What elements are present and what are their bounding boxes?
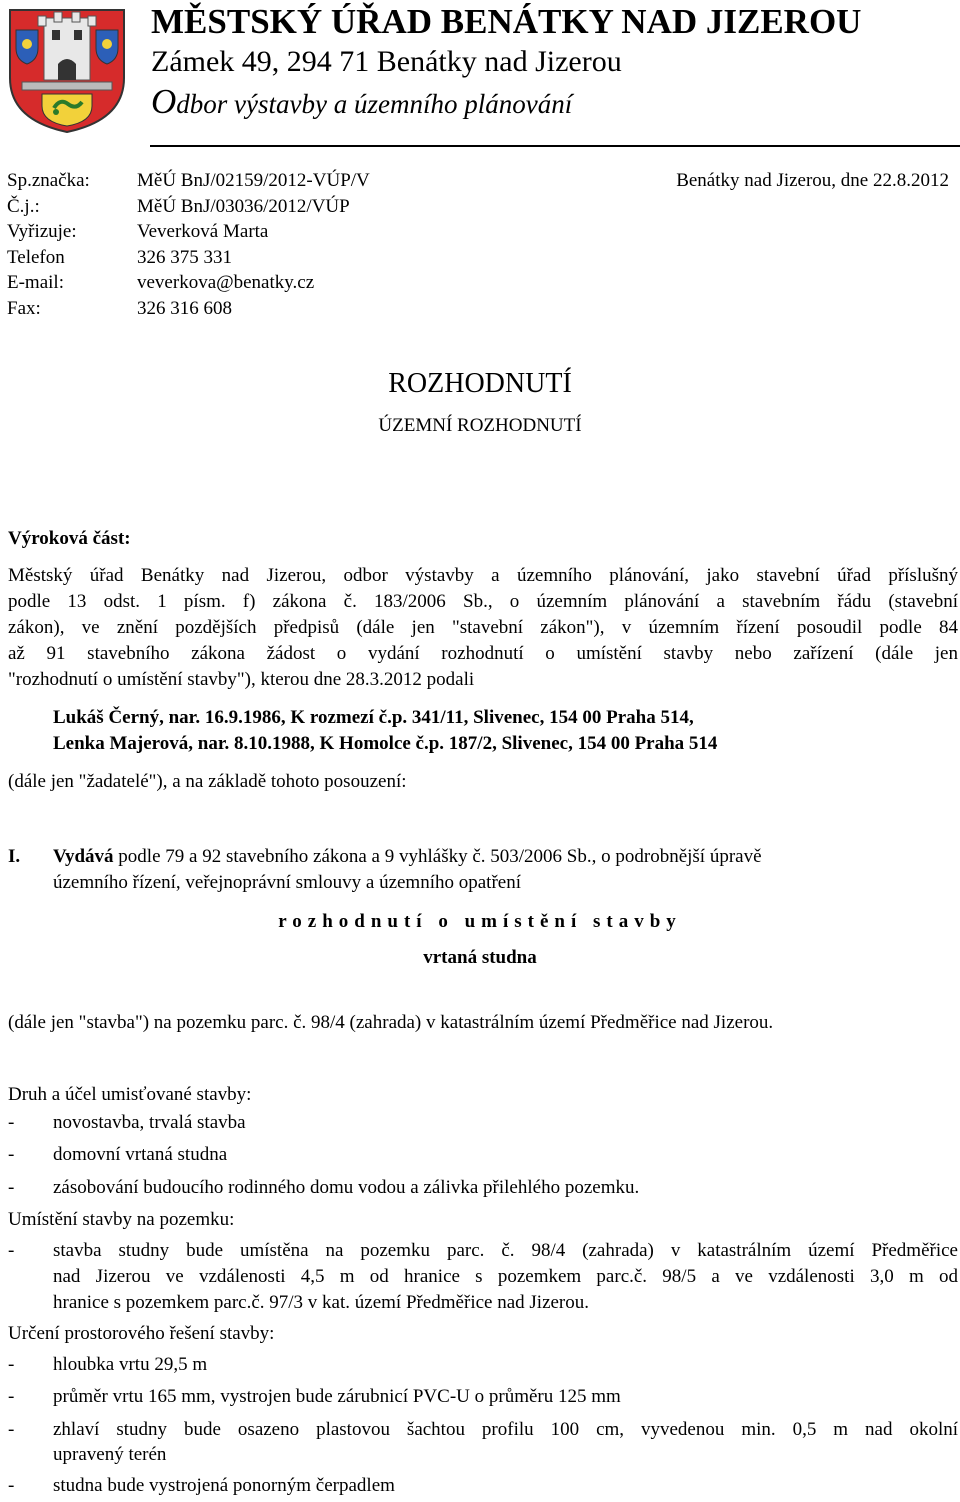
placement-line: stavba studny bude umístěna na pozemku parc. č. 98/4 (zahrada) v katastrálním území Předměřice bbox=[53, 1240, 958, 1261]
document-subtitle: ÚZEMNÍ ROZHODNUTÍ bbox=[378, 415, 582, 436]
issues-keyword: Vydává bbox=[53, 846, 114, 867]
list-dash: - bbox=[8, 1112, 15, 1133]
office-name: MĚSTSKÝ ÚŘAD BENÁTKY NAD JIZEROU bbox=[151, 2, 862, 41]
list-dash: - bbox=[8, 1419, 15, 1440]
decision-title: rozhodnutí o umístění stavby bbox=[278, 911, 682, 932]
meta-row bbox=[7, 296, 370, 322]
meta-row bbox=[7, 219, 370, 245]
meta-value: MěÚ BnJ/02159/2012-VÚP/V bbox=[137, 170, 370, 191]
meta-row bbox=[7, 194, 370, 220]
spatial-heading: Určení prostorového řešení stavby: bbox=[8, 1323, 275, 1344]
list-item: hloubka vrtu 29,5 m bbox=[53, 1354, 208, 1375]
list-dash: - bbox=[8, 1240, 15, 1261]
meta-value: veverkova@benatky.cz bbox=[137, 272, 315, 294]
placement-line: hranice s pozemkem parc.č. 97/3 v kat. území Předměřice nad Jizerou. bbox=[53, 1292, 590, 1313]
document-date: Benátky nad Jizerou, dne 22.8.2012 bbox=[676, 170, 949, 191]
reference-block bbox=[7, 168, 370, 322]
header-divider bbox=[150, 145, 960, 147]
list-dash: - bbox=[8, 1144, 15, 1165]
intro-line: až 91 stavebního zákona žádost o vydání rozhodnutí o umístění stavby nebo zařízení (dále jen bbox=[8, 643, 958, 664]
decision-subject: vrtaná studna bbox=[423, 947, 537, 968]
intro-line: Městský úřad Benátky nad Jizerou, odbor výstavby a územního plánování, jako stavební úřad příslušný bbox=[8, 565, 958, 586]
intro-line: "rozhodnutí o umístění stavby"), kterou dne 28.3.2012 podali bbox=[8, 669, 475, 690]
list-dash: - bbox=[8, 1475, 15, 1496]
list-dash: - bbox=[8, 1177, 15, 1198]
applicants-note: (dále jen "žadatelé"), a na základě tohoto posouzení: bbox=[8, 771, 407, 792]
placement-heading: Umístění stavby na pozemku: bbox=[8, 1209, 235, 1230]
meta-value: Veverková Marta bbox=[137, 221, 269, 243]
spatial-list bbox=[8, 1354, 958, 1499]
coat-of-arms-logo bbox=[8, 8, 126, 134]
department-initial: O bbox=[151, 82, 177, 121]
department-name bbox=[151, 84, 572, 122]
placement-list bbox=[8, 1240, 958, 1320]
intro-line: zákon), ve znění pozdějších předpisů (dále jen "stavební zákon"), v územním řízení posoudil podle 84 bbox=[8, 617, 958, 638]
meta-label: Fax: bbox=[7, 297, 41, 319]
meta-row bbox=[7, 245, 370, 271]
section-number: I. bbox=[8, 846, 21, 867]
section-issues bbox=[53, 846, 762, 868]
list-item: domovní vrtaná studna bbox=[53, 1144, 228, 1165]
meta-label: Č.j.: bbox=[7, 195, 40, 217]
applicant: Lenka Majerová, nar. 8.10.1988, K Homolce č.p. 187/2, Slivenec, 154 00 Praha 514 bbox=[53, 733, 718, 754]
list-item: novostavba, trvalá stavba bbox=[53, 1112, 246, 1133]
list-dash: - bbox=[8, 1386, 15, 1407]
meta-row bbox=[7, 270, 370, 296]
meta-value: 326 316 608 bbox=[137, 297, 232, 319]
meta-label: E-mail: bbox=[7, 272, 64, 294]
verdict-heading: Výroková část: bbox=[8, 528, 131, 549]
type-heading: Druh a účel umisťované stavby: bbox=[8, 1084, 252, 1105]
meta-value: 326 375 331 bbox=[137, 246, 232, 268]
list-item: studna bude vystrojená ponorným čerpadlem bbox=[53, 1475, 395, 1496]
list-item: průměr vrtu 165 mm, vystrojen bude zárubnicí PVC-U o průměru 125 mm bbox=[53, 1386, 621, 1407]
office-address: Zámek 49, 294 71 Benátky nad Jizerou bbox=[151, 45, 622, 78]
decision-location: (dále jen "stavba") na pozemku parc. č. 98/4 (zahrada) v katastrálním území Předměřice nad Jizerou. bbox=[8, 1012, 774, 1033]
meta-label: Telefon bbox=[7, 246, 65, 268]
list-dash: - bbox=[8, 1354, 15, 1375]
list-item: zhlaví studny bude osazeno plastovou šachtou profilu 100 cm, vyvedenou min. 0,5 m nad okolní bbox=[53, 1419, 958, 1440]
type-list bbox=[8, 1112, 958, 1202]
placement-line: nad Jizerou ve vzdálenosti 4,5 m od hranice s pozemkem parc.č. 98/5 a ve vzdálenosti 3,0 m od bbox=[53, 1266, 958, 1287]
meta-label: Vyřizuje: bbox=[7, 221, 77, 243]
meta-row bbox=[7, 168, 370, 194]
list-item: upravený terén bbox=[53, 1444, 167, 1465]
intro-line: podle 13 odst. 1 písm. f) zákona č. 183/2006 Sb., o územním plánování a stavebním řádu (stavební bbox=[8, 591, 958, 612]
issues-text: podle 79 a 92 stavebního zákona a 9 vyhlášky č. 503/2006 Sb., o podrobnější úpravě bbox=[113, 846, 762, 867]
applicant: Lukáš Černý, nar. 16.9.1986, K rozmezí č.p. 341/11, Slivenec, 154 00 Praha 514, bbox=[53, 707, 694, 728]
meta-value: MěÚ BnJ/03036/2012/VÚP bbox=[137, 195, 350, 217]
section-issues-line2: územního řízení, veřejnoprávní smlouvy a územního opatření bbox=[53, 872, 521, 893]
list-item: zásobování budoucího rodinného domu vodou a zálivka přilehlého pozemku. bbox=[53, 1177, 640, 1198]
department-rest: dbor výstavby a územního plánování bbox=[176, 89, 573, 119]
meta-label: Sp.značka: bbox=[7, 170, 90, 191]
document-title: ROZHODNUTÍ bbox=[388, 368, 572, 399]
